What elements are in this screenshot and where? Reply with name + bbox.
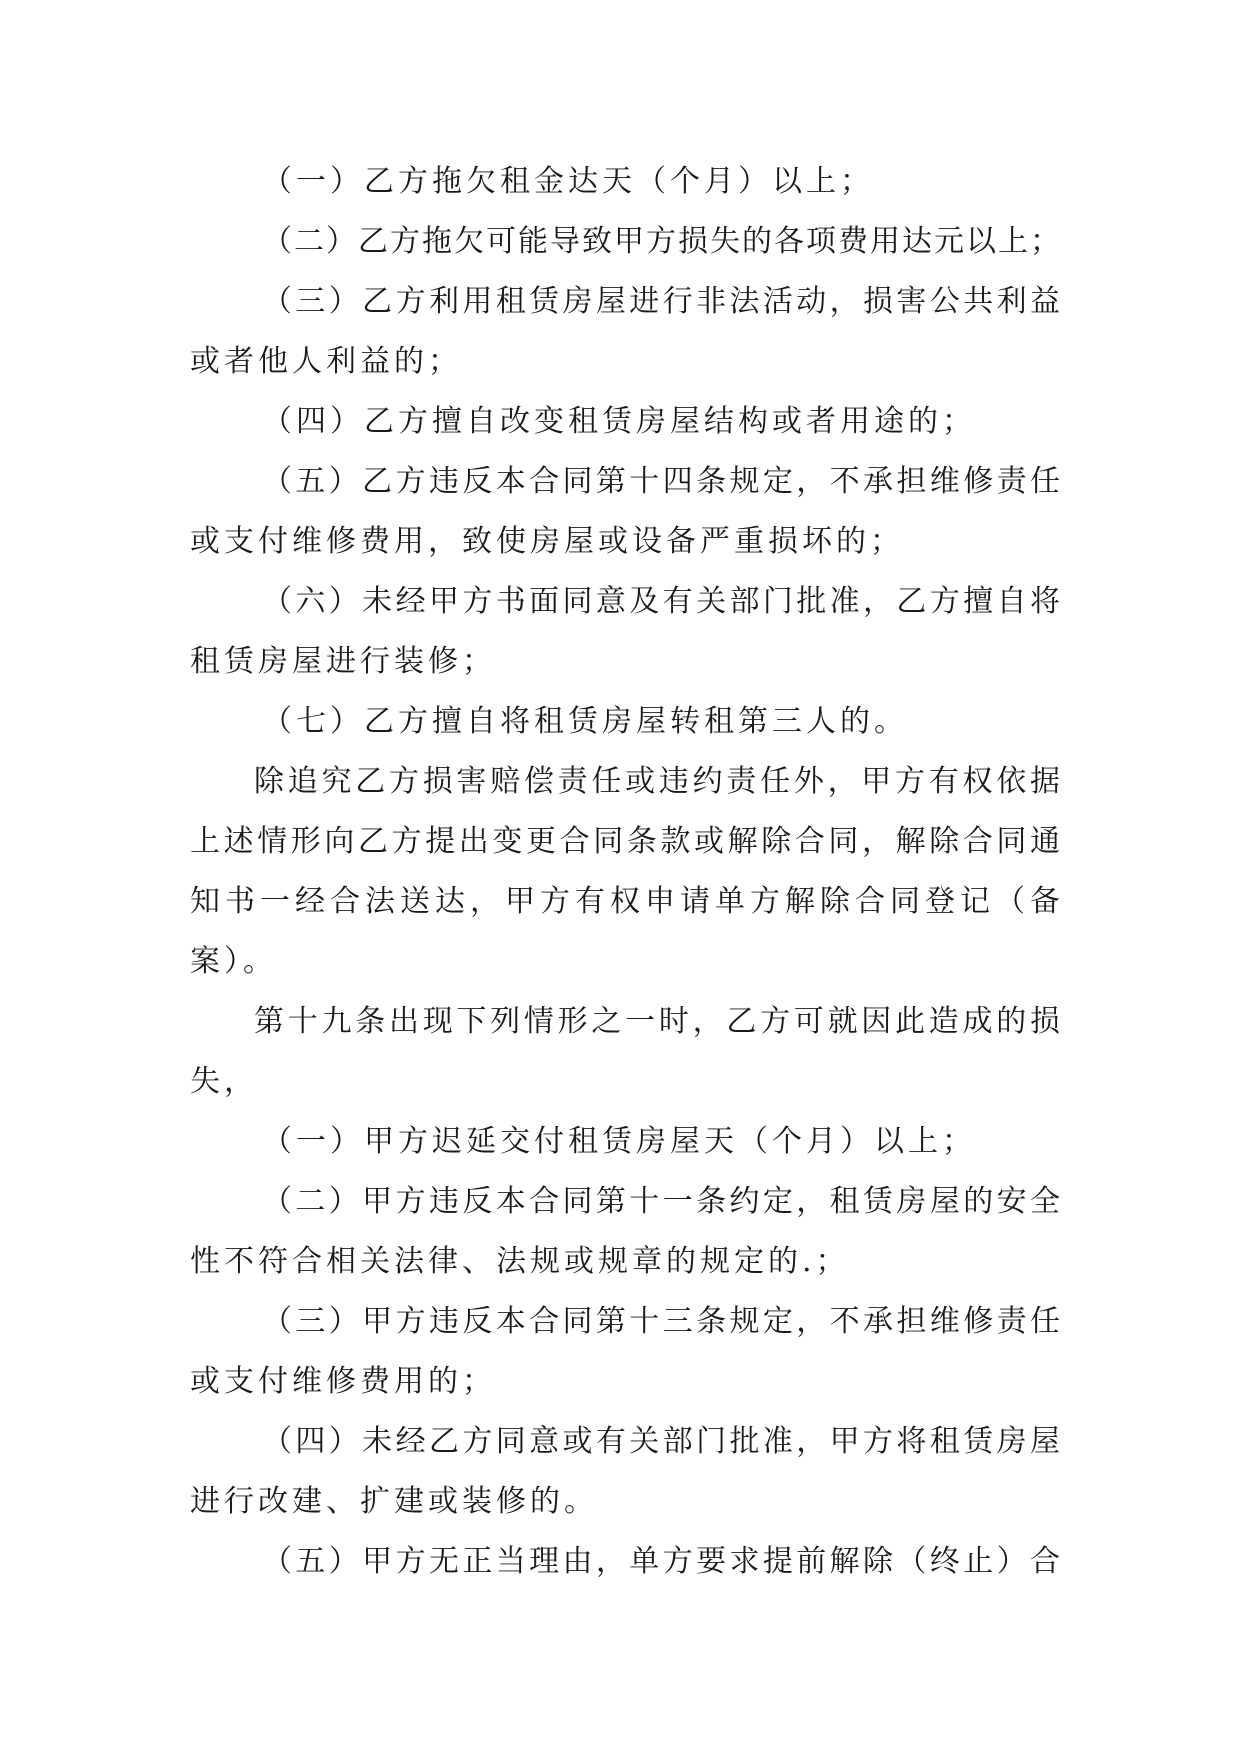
clause-line: （二）甲方违反本合同第十一条约定，租赁房屋的安全 [262, 1184, 1060, 1219]
clause-line: 或支付维修费用的； [190, 1364, 496, 1399]
clause-line: （一）乙方拖欠租金达天（个月）以上； [262, 164, 874, 199]
clause-line: （一）甲方迟延交付租赁房屋天（个月）以上； [262, 1124, 976, 1159]
clause-line: （四）未经乙方同意或有关部门批准，甲方将租赁房屋 [262, 1424, 1060, 1459]
paragraph-line: 案）。 [190, 944, 277, 979]
clause-line: 进行改建、扩建或装修的。 [190, 1484, 598, 1519]
clause-line: （六）未经甲方书面同意及有关部门批准，乙方擅自将 [262, 584, 1060, 619]
clause-line: （四）乙方擅自改变租赁房屋结构或者用途的； [262, 404, 976, 439]
article-heading-line: 失， [190, 1064, 258, 1099]
clause-line: 或支付维修费用，致使房屋或设备严重损坏的； [190, 524, 904, 559]
clause-line: 或者他人利益的； [190, 344, 462, 379]
clause-line: （五）乙方违反本合同第十四条规定，不承担维修责任 [262, 464, 1060, 499]
clause-line: 租赁房屋进行装修； [190, 644, 496, 679]
article-heading-line: 第十九条出现下列情形之一时，乙方可就因此造成的损 [254, 1004, 1060, 1039]
clause-line: 性不符合相关法律、法规或规章的规定的.； [190, 1244, 850, 1279]
clause-line: （二）乙方拖欠可能导致甲方损失的各项费用达元以上； [262, 224, 1060, 259]
clause-line: （三）乙方利用租赁房屋进行非法活动，损害公共利益 [262, 284, 1060, 319]
paragraph-line: 除追究乙方损害赔偿责任或违约责任外，甲方有权依据 [254, 764, 1060, 799]
paragraph-line: 知书一经合法送达，甲方有权申请单方解除合同登记（备 [190, 884, 1060, 919]
clause-line: （五）甲方无正当理由，单方要求提前解除（终止）合 [262, 1544, 1060, 1579]
paragraph-line: 上述情形向乙方提出变更合同条款或解除合同，解除合同通 [190, 824, 1060, 859]
clause-line: （三）甲方违反本合同第十三条规定，不承担维修责任 [262, 1304, 1060, 1339]
clause-line: （七）乙方擅自将租赁房屋转租第三人的。 [262, 704, 908, 739]
